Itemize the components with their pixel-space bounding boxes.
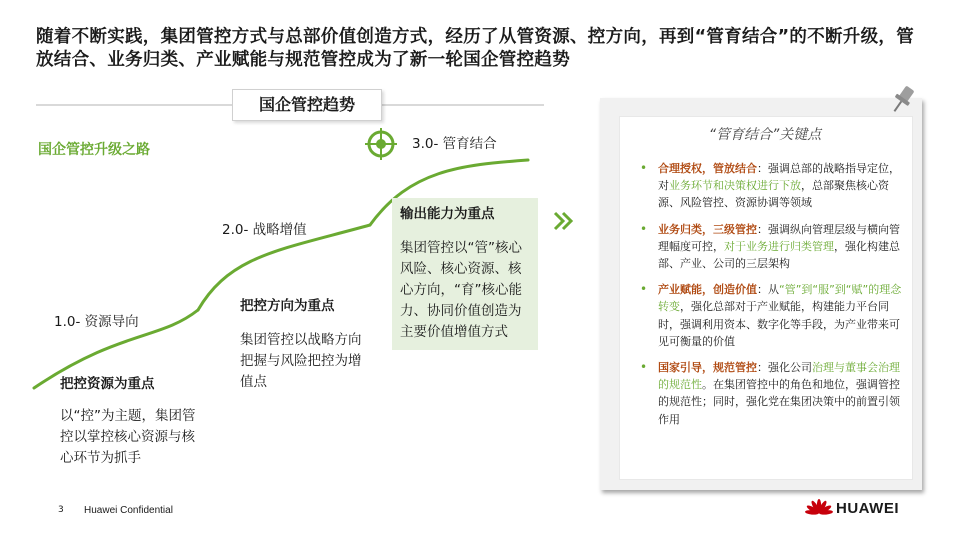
card-title: “管育结合”关键点: [708, 127, 822, 143]
key-points-list: [638, 160, 904, 437]
pushpin-icon: [884, 80, 922, 118]
section-title: 国企管控趋势: [232, 89, 382, 121]
list-item: • 合理授权，管放结合：强调总部的战略指导定位，对业务环节和决策权进行下放，总部聚焦核心资源、风险管控、资源协调等领域: [640, 161, 900, 210]
huawei-logo-icon: [804, 498, 834, 520]
headline: 随着不断实践，集团管控方式与总部价值创造方式，经历了从管资源、控方向，再到“管育结合”的不断升级，管放结合、业务归类、产业赋能与规范管控成为了新一轮国企管控趋势: [36, 27, 914, 70]
stage-3-desc: 集团管控以“管”核心风险、核心资源、核心方向，“育”核心能力、协同价值创造为主要价值增值方式: [400, 240, 522, 340]
path-title: 国企管控升级之路: [38, 142, 150, 158]
page-number: 3: [58, 505, 64, 515]
list-item: • 业务归类，三级管控：强调纵向管理层级与横向管理幅度可控，对于业务进行归类管理，强化构建总部、产业、公司的三层架构: [640, 221, 900, 271]
chevron-right-icon: [552, 210, 576, 232]
bullet-icon: •: [640, 221, 648, 236]
list-item: • 国家引导，规范管控：强化公司治理与董事会治理的规范性。在集团管控中的角色和地位，强调管控的规范性；同时，强化党在集团决策中的前置引领作用: [640, 360, 900, 426]
brand-name: HUAWEI: [836, 500, 899, 517]
target-icon: [365, 128, 397, 160]
stage-2-label: 2.0- 战略增值: [222, 222, 307, 238]
list-item: • 产业赋能，创造价值：从“管”到“服”到“赋”的理念转变，强化总部对于产业赋能，构建能力平台同时，强调利用资本、数字化等手段，为产业带来可见可衡量的价值: [640, 282, 902, 348]
stage-3-label: 3.0- 管育结合: [412, 136, 497, 152]
stage-2-focus: 把控方向为重点: [240, 298, 335, 314]
stage-1-label: 1.0- 资源导向: [54, 314, 139, 330]
stage-3-focus: 输出能力为重点: [400, 206, 495, 222]
stage-1-desc: 以“控”为主题，集团管控以掌控核心资源与核心环节为抓手: [60, 408, 196, 466]
stage-2-desc: 集团管控以战略方向把握与风险把控为增值点: [240, 332, 362, 390]
bullet-icon: •: [640, 161, 648, 175]
bullet-icon: •: [640, 360, 648, 375]
stage-1-focus: 把控资源为重点: [60, 376, 155, 392]
bullet-icon: •: [640, 282, 648, 297]
confidential-label: Huawei Confidential: [84, 505, 173, 516]
